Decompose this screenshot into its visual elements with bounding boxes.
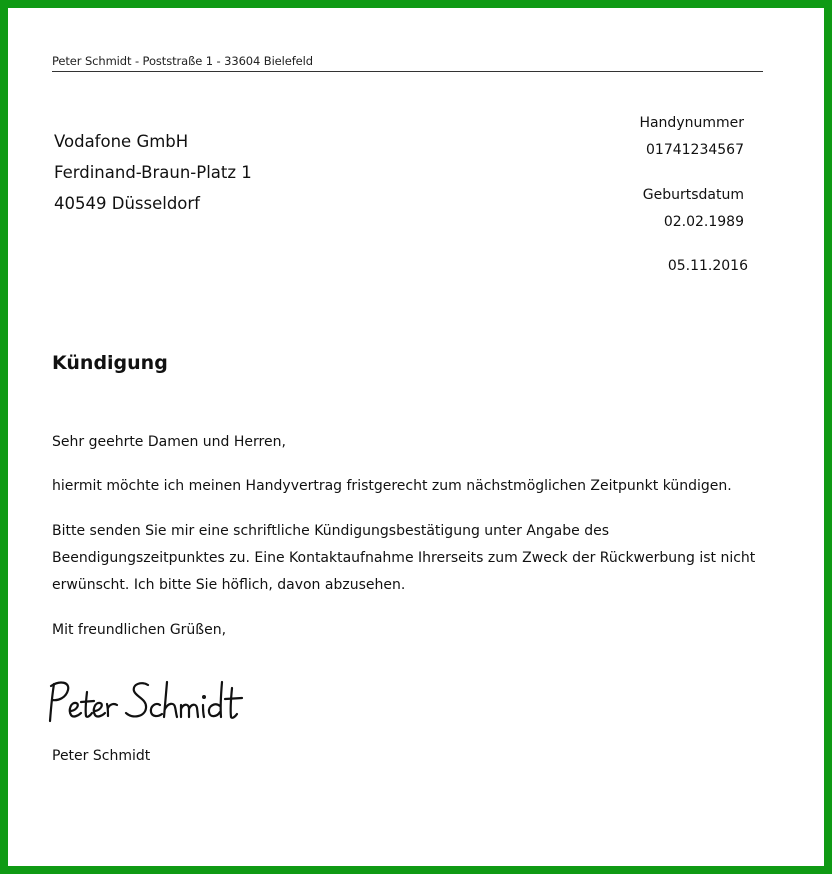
salutation: Sehr geehrte Damen und Herren, (52, 434, 286, 450)
letter-date: 05.11.2016 (667, 258, 748, 274)
handwritten-signature (46, 676, 251, 728)
phone-label: Handynummer (639, 115, 744, 131)
phone-value: 01741234567 (646, 142, 744, 158)
birthdate-label: Geburtsdatum (642, 187, 744, 203)
recipient-street: Ferdinand-Braun-Platz 1 (54, 163, 252, 182)
body-paragraph-2-line: erwünscht. Ich bitte Sie höflich, davon abzusehen. (52, 577, 406, 593)
body-paragraph-2-line: Beendigungszeitpunktes zu. Eine Kontaktaufnahme Ihrerseits zum Zweck der Rückwerbung ist nicht (52, 550, 756, 566)
letter-subject: Kündigung (52, 352, 168, 374)
sender-address-line: Peter Schmidt - Poststraße 1 - 33604 Bielefeld (52, 54, 763, 72)
body-paragraph-2 (52, 518, 792, 599)
signer-name: Peter Schmidt (52, 748, 151, 764)
closing: Mit freundlichen Grüßen, (52, 622, 227, 638)
recipient-city: 40549 Düsseldorf (54, 194, 200, 213)
body-paragraph-2-line: Bitte senden Sie mir eine schriftliche Kündigungsbestätigung unter Angabe des (52, 523, 609, 539)
recipient-address (54, 126, 252, 219)
body-paragraph-1: hiermit möchte ich meinen Handyvertrag fristgerecht zum nächstmöglichen Zeitpunkt kündigen. (52, 478, 732, 494)
customer-info (639, 110, 744, 236)
birthdate-value: 02.02.1989 (663, 214, 744, 230)
recipient-name: Vodafone GmbH (54, 132, 189, 151)
